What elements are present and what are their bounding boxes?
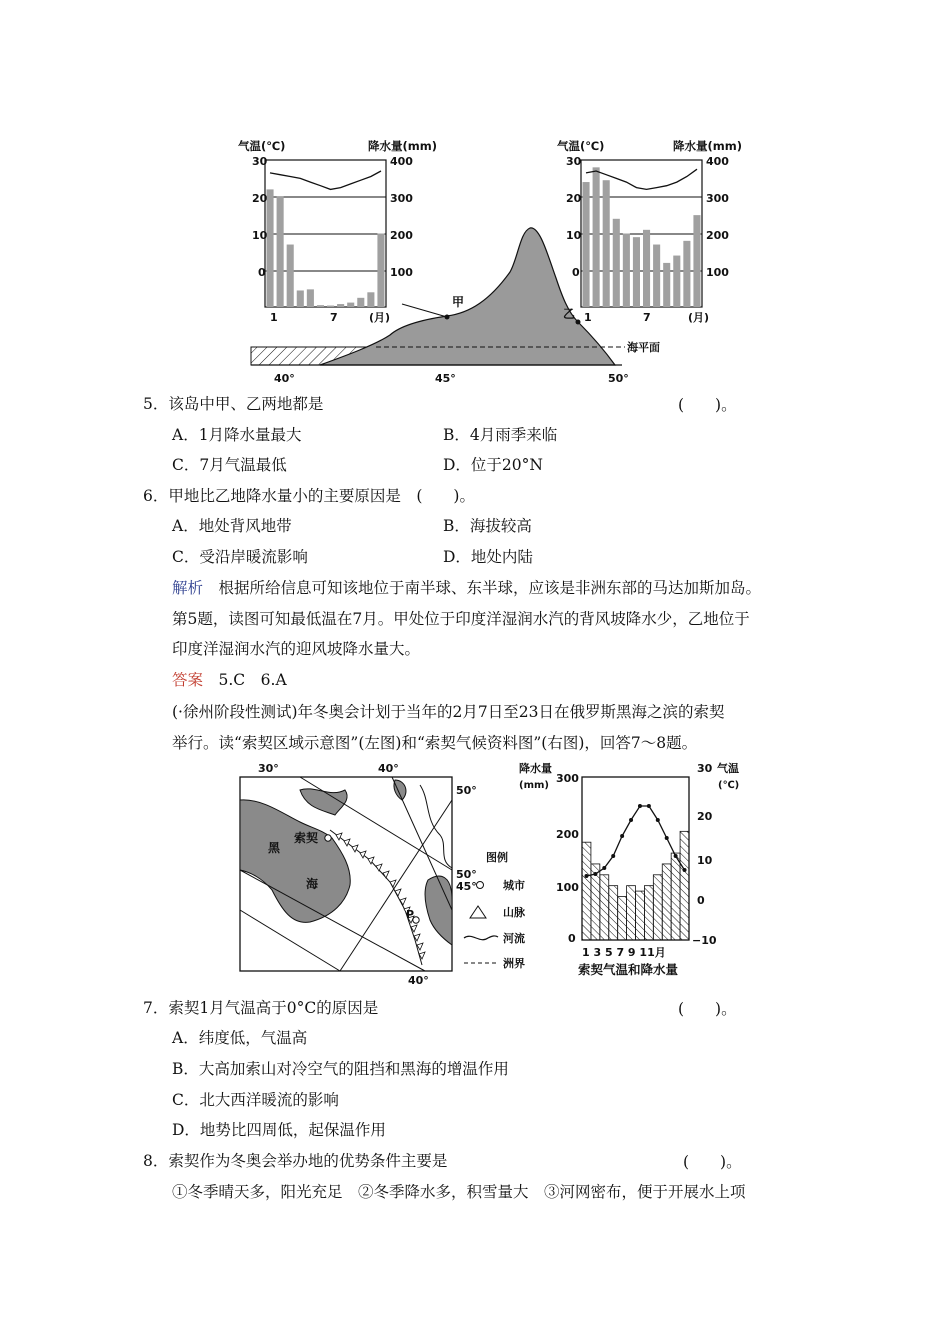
left-tick: 30: [566, 155, 582, 168]
sochi-x-ticks: 1 3 5 7 9 11月: [582, 946, 666, 959]
sochi-precip-bar-9: [653, 875, 662, 940]
right-tick: 400: [390, 155, 413, 168]
x-tick: (月): [369, 311, 391, 324]
precip-bar-7: [643, 230, 650, 307]
sochi-left-tick: 0: [568, 932, 576, 945]
legend-title: 图例: [486, 851, 508, 864]
q5-option-b: B．4月雨季来临: [443, 426, 558, 444]
sochi-temp-point-10: [665, 836, 669, 840]
left-tick: 10: [252, 229, 268, 242]
sochi-left-tick: 200: [556, 828, 579, 841]
sochi-left-tick: 300: [556, 772, 579, 785]
sochi-precip-bar-5: [618, 897, 627, 940]
precip-bar-5: [623, 234, 630, 308]
sochi-precip-bar-11: [671, 853, 680, 940]
sochi-temp-point-3: [602, 866, 606, 870]
sochi-label: 索契: [294, 831, 319, 845]
sochi-temp-point-5: [620, 834, 624, 838]
figure-madagascar-svg: [0, 0, 950, 395]
precip-bar-10: [673, 256, 680, 307]
q7-blank: ( )。: [678, 1000, 737, 1018]
legend-mountain: 山脉: [503, 906, 525, 919]
sochi-precip-bar-4: [609, 886, 618, 940]
right-tick: 200: [706, 229, 729, 242]
left-tick: 0: [258, 266, 266, 279]
precip-bar-8: [337, 304, 344, 307]
right-tick: 200: [390, 229, 413, 242]
sochi-right-tick: −10: [692, 934, 717, 947]
legend-mountain-icon: [470, 906, 486, 918]
sea-label: 海: [306, 877, 319, 891]
sochi-right-tick: 30: [697, 762, 713, 775]
precip-bar-11: [683, 241, 690, 307]
precip-bar-6: [317, 305, 324, 307]
sochi-precip-label: 降水量: [519, 762, 552, 775]
left-precip-label: 降水量(mm): [368, 139, 437, 153]
answer-line: [172, 669, 287, 691]
x-tick: (月): [688, 311, 710, 324]
q5-blank: ( )。: [678, 396, 737, 414]
legend-city-icon: [477, 882, 484, 889]
temperature-line: [586, 169, 697, 189]
sochi-map: [240, 762, 477, 987]
figure-madagascar: [0, 0, 950, 395]
right-tick: 300: [706, 192, 729, 205]
sochi-left-tick: 100: [556, 881, 579, 894]
left-tick: 20: [252, 192, 268, 205]
sochi-precip-unit: (mm): [519, 780, 549, 791]
left-temp-label: 气温(℃): [238, 139, 286, 153]
x-tick: 1: [584, 311, 592, 324]
temperature-line: [270, 171, 381, 189]
jia-label: 甲: [452, 295, 465, 309]
q7-option-b: B．大高加索山对冷空气的阻挡和黑海的增温作用: [172, 1060, 509, 1078]
sea-level-label: 海平面: [627, 341, 660, 354]
right-tick: 100: [390, 266, 413, 279]
precip-bar-2: [277, 197, 284, 307]
sochi-caption: 索契气温和降水量: [578, 962, 679, 977]
sochi-temp-point-12: [683, 868, 687, 872]
analysis-line-1: [172, 577, 761, 599]
precip-bar-3: [603, 180, 610, 307]
sochi-precip-bar-1: [582, 842, 591, 940]
q5-option-c: C．7月气温最低: [172, 456, 287, 474]
right-temp-label: 气温(℃): [557, 139, 605, 153]
figure-sochi: [0, 760, 950, 990]
map-lat: 50°: [456, 784, 477, 797]
analysis-line-3: 印度洋湿润水汽的迎风坡降水量大。: [172, 640, 421, 658]
sochi-temp-point-7: [638, 804, 642, 808]
yi-point: [576, 320, 581, 325]
black-label: 黑: [268, 841, 281, 855]
legend-boundary: 洲界: [503, 957, 525, 970]
sochi-temp-point-1: [584, 874, 588, 878]
yi-label: 乙: [563, 307, 576, 321]
p-label: P: [406, 908, 415, 921]
precip-bar-11: [367, 292, 374, 307]
map-lat: 45°: [456, 880, 477, 893]
sochi-right-tick: 0: [697, 894, 705, 907]
q6-option-d: D．地处内陆: [443, 548, 533, 566]
precip-bar-1: [267, 189, 274, 307]
q6-option-a: A．地处背风地带: [172, 517, 292, 535]
sochi-temp-label: 气温: [717, 762, 739, 775]
x-tick: 7: [643, 311, 651, 324]
right-tick: 100: [706, 266, 729, 279]
answer-label: 答案: [172, 671, 204, 689]
lon-label: 50°: [608, 372, 629, 385]
sochi-precip-bar-3: [600, 875, 609, 940]
q5-option-a: A．1月降水量最大: [172, 426, 302, 444]
q6-option-c: C．受沿岸暖流影响: [172, 548, 308, 566]
analysis-label: 解析: [172, 579, 204, 597]
q7-option-d: D．地势比四周低，起保温作用: [172, 1121, 386, 1139]
precip-bar-12: [693, 215, 700, 307]
sochi-right-tick: 20: [697, 810, 713, 823]
x-tick: 7: [330, 311, 338, 324]
precip-bar-9: [347, 303, 354, 307]
precip-bar-4: [297, 290, 304, 307]
q8-blank: ( )。: [683, 1153, 742, 1171]
sochi-precip-bar-10: [662, 864, 671, 940]
sochi-climate-chart: [519, 761, 739, 977]
left-climate-chart: [238, 139, 437, 324]
figure-sochi-svg: [0, 760, 950, 990]
q8-stem: 8．索契作为冬奥会举办地的优势条件主要是: [143, 1152, 448, 1170]
precip-bar-1: [583, 182, 590, 307]
left-tick: 0: [572, 266, 580, 279]
sochi-temp-unit: (℃): [718, 780, 740, 791]
sochi-precip-bar-8: [644, 886, 653, 940]
legend-city: 城市: [503, 879, 525, 892]
precip-bar-5: [307, 289, 314, 307]
q7-option-c: C．北大西洋暖流的影响: [172, 1091, 339, 1109]
lon-label: 40°: [274, 372, 295, 385]
sochi-precip-bar-6: [627, 886, 636, 940]
right-tick: 300: [390, 192, 413, 205]
right-climate-chart: [557, 139, 742, 324]
map-lon: 40°: [408, 974, 429, 987]
sochi-temp-point-11: [674, 854, 678, 858]
map-lon: 30°: [258, 762, 279, 775]
precip-bar-7: [327, 306, 334, 307]
sochi-precip-bar-7: [636, 891, 645, 940]
x-tick: 1: [270, 311, 278, 324]
sochi-temp-point-9: [656, 818, 660, 822]
precip-bar-10: [357, 298, 364, 307]
legend-river: 河流: [503, 932, 525, 945]
analysis-text-1: 根据所给信息可知该地位于南半球、东半球，应该是非洲东部的马达加斯加岛。: [203, 579, 762, 597]
left-tick: 20: [566, 192, 582, 205]
precip-bar-3: [287, 245, 294, 307]
precip-bar-9: [663, 263, 670, 307]
left-tick: 30: [252, 155, 268, 168]
sochi-right-tick: 10: [697, 854, 713, 867]
sochi-temp-point-2: [593, 872, 597, 876]
precip-bar-12: [377, 234, 384, 308]
sochi-temp-point-8: [647, 804, 651, 808]
map-lon: 40°: [378, 762, 399, 775]
map-lat: 50°: [456, 868, 477, 881]
intro-line-2: 举行。读“索契区域示意图”(左图)和“索契气候资料图”(右图)，回答7～8题。: [172, 734, 698, 752]
right-tick: 400: [706, 155, 729, 168]
q7-stem: 7．索契1月气温高于0°C的原因是: [143, 999, 379, 1017]
island-profile: [320, 228, 615, 365]
q5-option-d: D．位于20°N: [443, 456, 543, 474]
precip-bar-4: [613, 219, 620, 307]
q8-options: ①冬季晴天多，阳光充足 ②冬季降水多，积雪量大 ③河网密布，便于开展水上项: [172, 1183, 746, 1201]
q6-option-b: B．海拔较高: [443, 517, 532, 535]
q6-stem: 6．甲地比乙地降水量小的主要原因是 ( )。: [143, 487, 475, 505]
legend-river-icon: [464, 936, 498, 940]
intro-line-1: (·徐州阶段性测试)年冬奥会计划于当年的2月7日至23日在俄罗斯黑海之滨的索契: [172, 703, 725, 721]
right-precip-label: 降水量(mm): [673, 139, 742, 153]
precip-bar-2: [593, 167, 600, 307]
sochi-precip-bar-12: [680, 831, 689, 940]
sochi-city: [325, 835, 331, 841]
precip-bar-6: [633, 237, 640, 307]
analysis-line-2: 第5题，读图可知最低温在7月。甲处位于印度洋湿润水汽的背风坡降水少，乙地位于: [172, 610, 750, 628]
lon-label: 45°: [435, 372, 456, 385]
sochi-temp-point-4: [611, 854, 615, 858]
sochi-temp-point-6: [629, 818, 633, 822]
left-tick: 10: [566, 229, 582, 242]
answer-text: 5.C 6.A: [203, 671, 287, 689]
precip-bar-8: [653, 245, 660, 307]
q5-stem: 5．该岛中甲、乙两地都是: [143, 395, 324, 413]
q7-option-a: A．纬度低，气温高: [172, 1029, 308, 1047]
